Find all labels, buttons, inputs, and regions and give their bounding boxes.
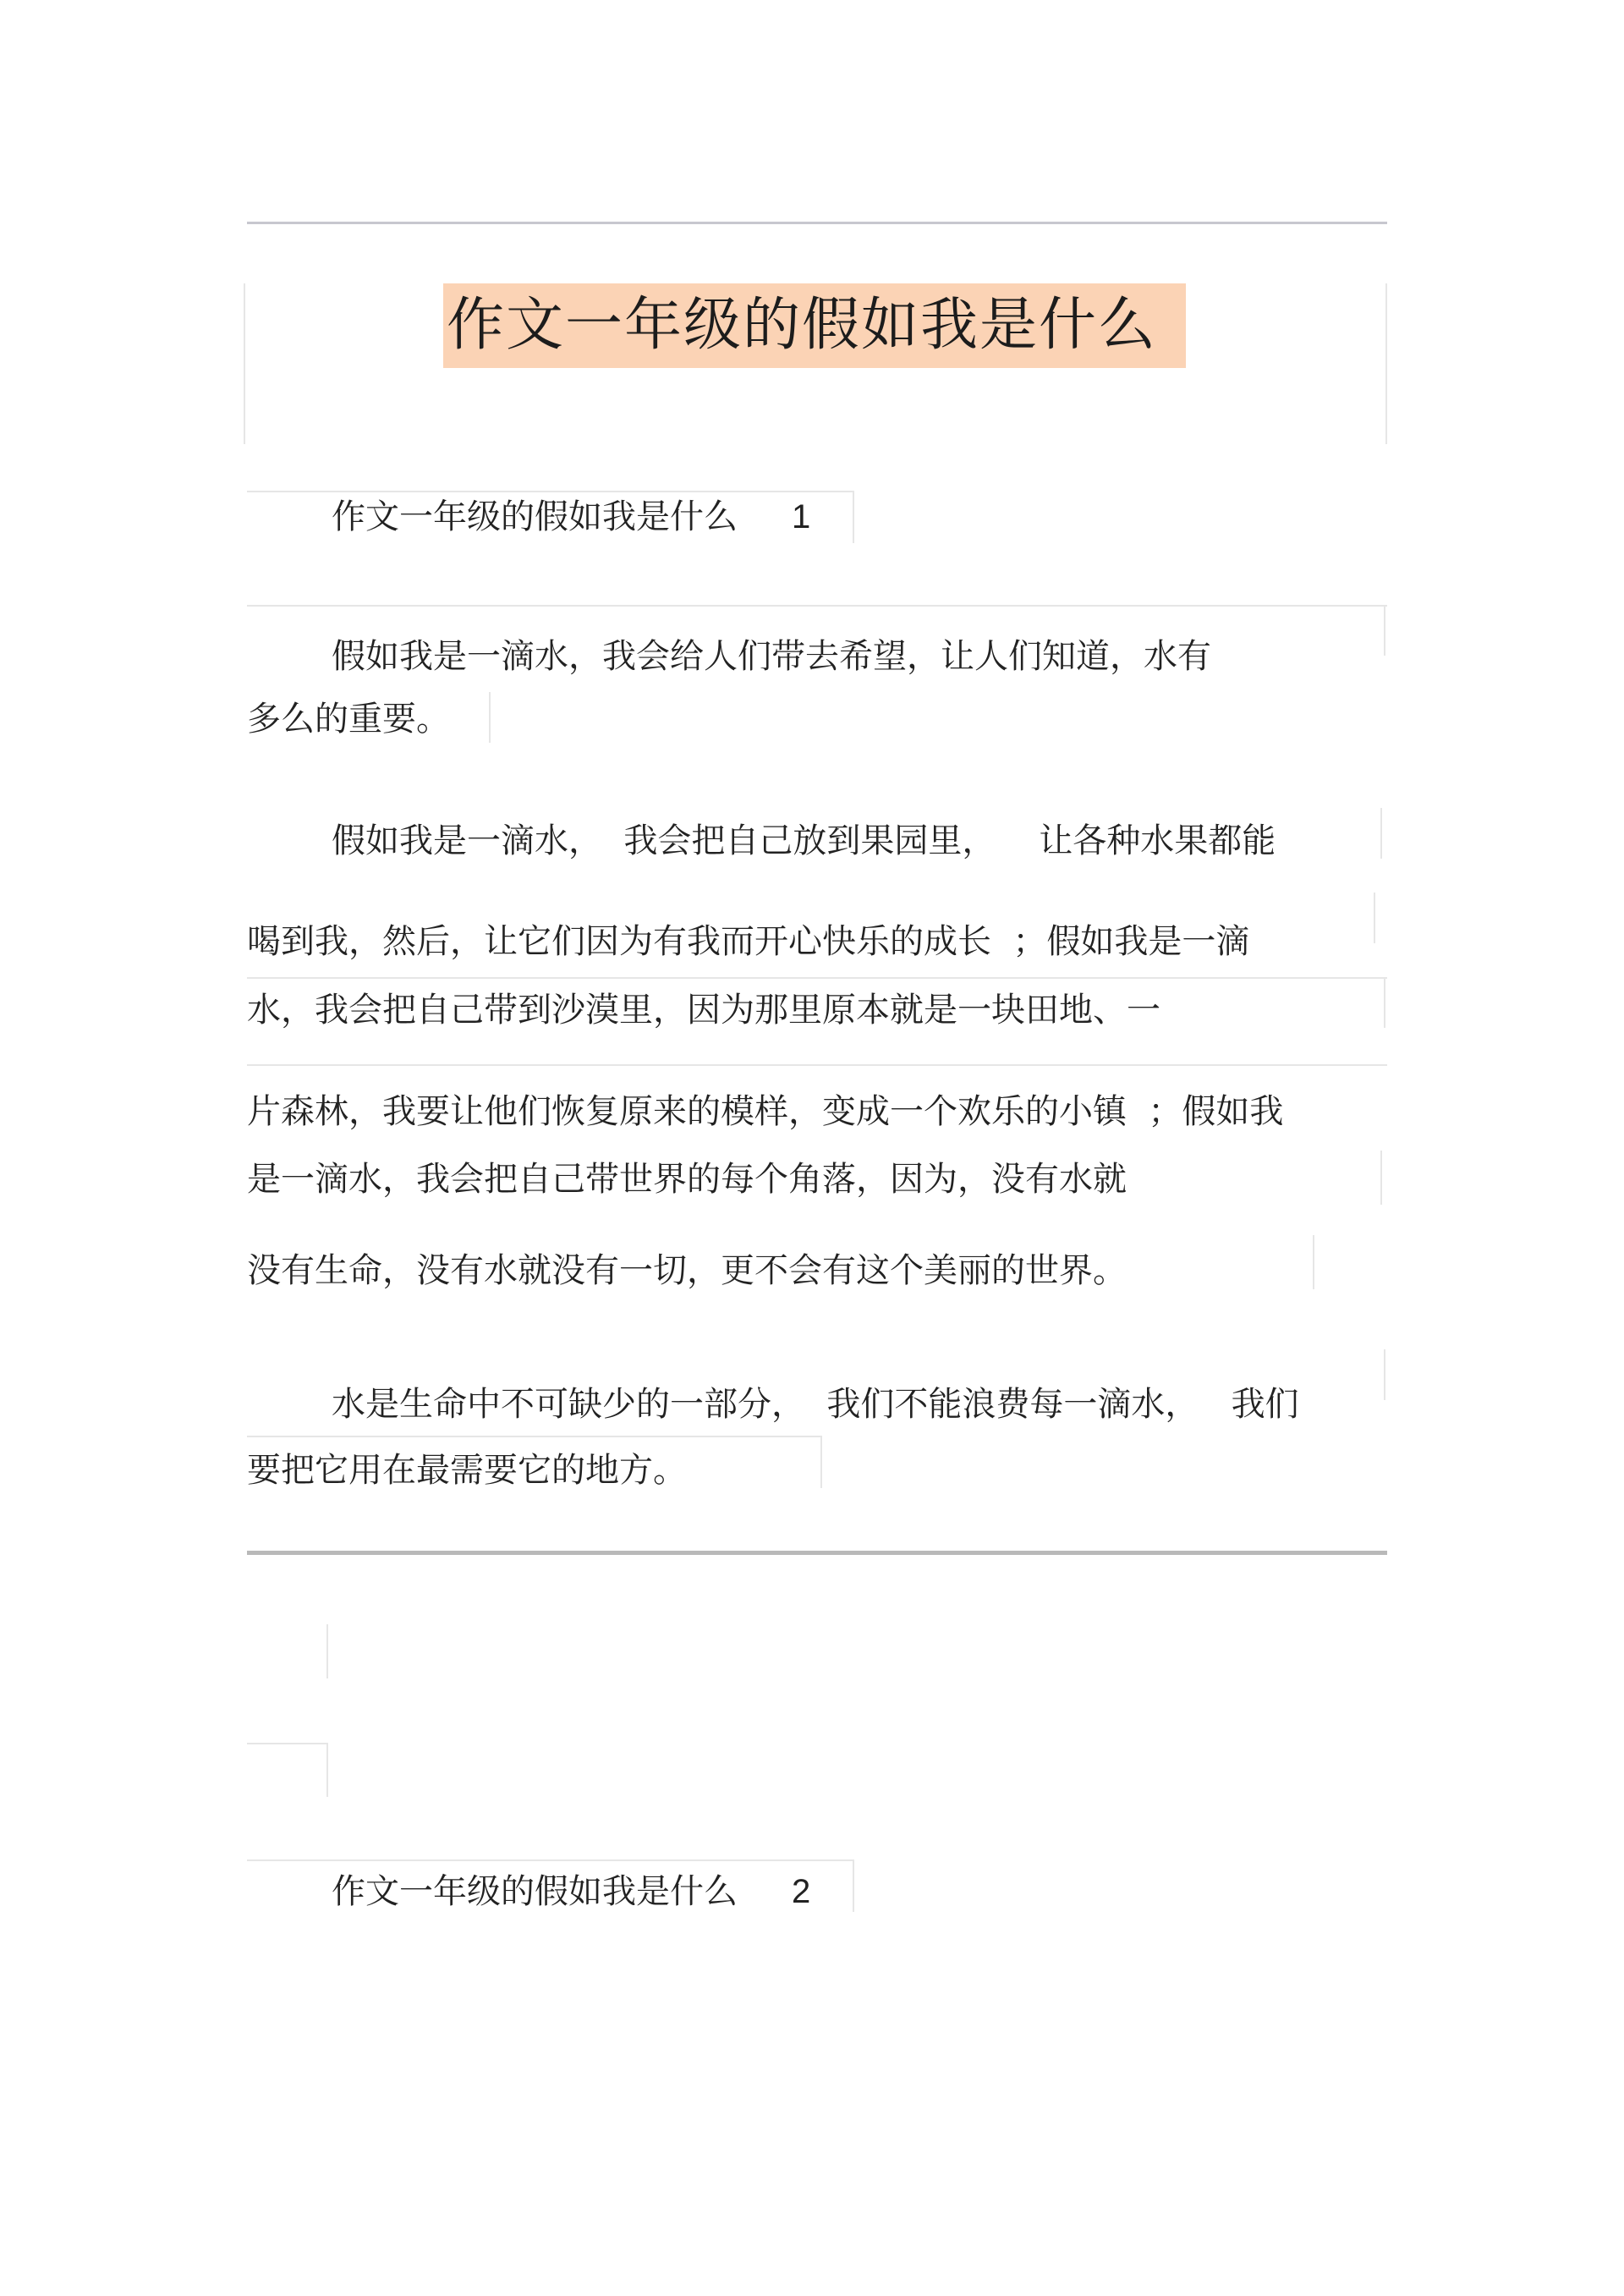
bottom-divider (247, 1551, 1387, 1555)
frame-line (244, 283, 245, 444)
text-line: 喝到我，然后，让它们因为有我而开心快乐的成长 ；假如我是一滴 (247, 922, 1250, 961)
text-line: 水，我会把自己带到沙漠里，因为那里原本就是一块田地、一 (247, 991, 1160, 1030)
frame-line (1374, 893, 1375, 943)
frame-line (853, 491, 854, 543)
frame-line (820, 1436, 822, 1488)
text-line: 水是生命中不可缺少的一部分， 我们不能浪费每一滴水， 我们 (332, 1385, 1299, 1424)
section-number: 1 (792, 498, 811, 536)
frame-line (1384, 605, 1385, 656)
text-line: 假如我是一滴水，我会给人们带去希望，让人们知道，水有 (332, 637, 1211, 676)
frame-line (489, 692, 491, 743)
text-line: 要把它用在最需要它的地方。 (247, 1451, 687, 1490)
text-line: 假如我是一滴水， 我会把自己放到果园里， 让各种水果都能 (332, 821, 1276, 860)
frame-line (247, 491, 854, 492)
frame-line (853, 1859, 854, 1912)
text-line: 是一滴水，我会把自己带世界的每个角落，因为，没有水就 (247, 1160, 1127, 1199)
frame-line (1380, 1151, 1382, 1205)
frame-line (247, 605, 1387, 607)
section-number: 2 (792, 1873, 811, 1910)
frame-line (247, 1859, 854, 1861)
section-heading-text: 作文一年级的假如我是什么 (332, 497, 738, 536)
frame-line (1313, 1235, 1314, 1289)
frame-line (326, 1743, 328, 1797)
top-divider (247, 222, 1387, 224)
text-line: 没有生命，没有水就没有一切，更不会有这个美丽的世界。 (247, 1251, 1127, 1290)
frame-line (247, 977, 1387, 979)
frame-line (247, 1064, 1387, 1066)
text-line: 片森林，我要让他们恢复原来的模样，变成一个欢乐的小镇 ；假如我 (247, 1092, 1284, 1131)
document-title: 作文一年级的假如我是什么 (447, 292, 1158, 359)
frame-line (247, 1743, 328, 1744)
section-heading-text: 作文一年级的假如我是什么 (332, 1872, 738, 1911)
frame-line (1384, 1349, 1385, 1400)
frame-line (326, 1624, 328, 1678)
section-heading-1 (332, 493, 810, 541)
frame-line (1385, 283, 1387, 444)
frame-line (1384, 977, 1385, 1028)
frame-line (1380, 808, 1382, 859)
text-line: 多么的重要。 (247, 700, 450, 739)
frame-line (247, 1436, 822, 1437)
section-heading-2 (332, 1868, 810, 1915)
